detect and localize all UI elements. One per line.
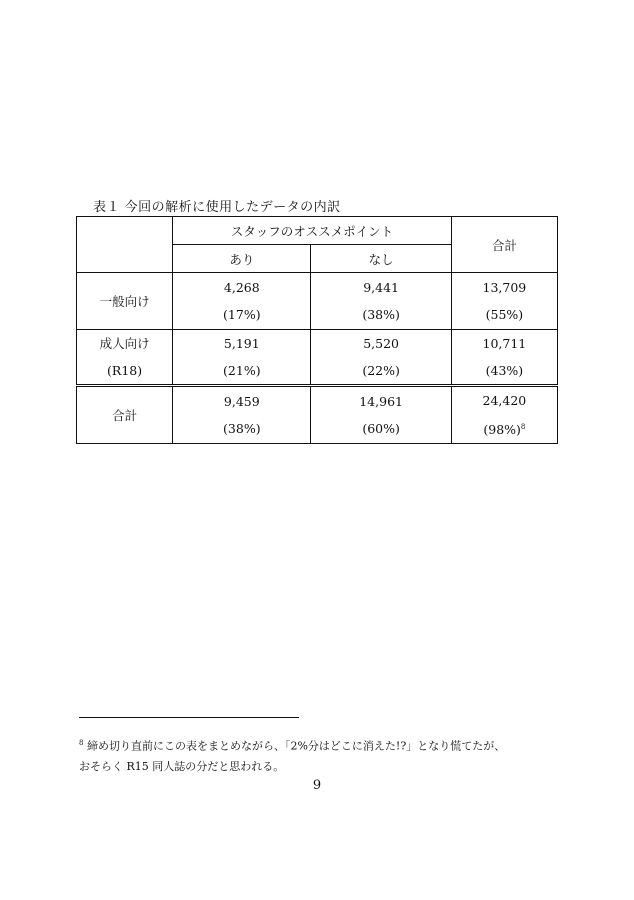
table-cell [173,273,311,330]
footnote-text-1: 締め切り直前にこの表をまとめながら、「2%分はどこに消えた!?」となり慌てたが、 [86,739,506,753]
row-label-main: 一般向け [99,293,150,309]
row-label [77,386,173,444]
table-cell [311,386,451,444]
cell-count: 4,268 [223,280,260,295]
table-cell [451,386,557,444]
table-caption: 表１ 今回の解析に使用したデータの内訳 [93,200,341,215]
corner-cell [77,217,173,273]
cell-percent: (55%) [485,307,524,322]
cell-count: 5,191 [223,336,260,351]
cell-count: 5,520 [363,336,400,351]
cell-count: 9,459 [223,394,260,410]
cell-percent: (21%) [223,363,261,378]
footnote-text-2: おそらく R15 同人誌の分だと思われる。 [79,759,285,773]
cell-percent: (43%) [485,363,524,378]
staff-recommendation-header: スタッフのオススメポイント [173,217,452,245]
page-number: 9 [312,778,322,793]
table-cell [451,330,557,386]
footnote-mark: 8 [79,739,84,747]
subheader-yes: あり [173,245,311,273]
row-label [77,330,173,386]
table-row [77,330,558,386]
table-cell [173,386,311,444]
table-cell [173,330,311,386]
cell-percent: (22%) [362,363,400,378]
cell-count: 24,420 [482,393,527,408]
data-table [76,216,558,444]
cell-count: 14,961 [359,394,403,410]
cell-percent-text: (98%) [483,422,521,438]
total-header: 合計 [451,217,557,273]
cell-count: 10,711 [482,336,527,351]
row-label-main: 合計 [112,407,138,423]
footnote [79,733,559,777]
table-row-total [77,386,558,444]
cell-count: 13,709 [482,280,527,295]
cell-percent: (38%) [362,307,400,322]
table-cell [451,273,557,330]
table-header-row [77,217,558,245]
row-label-main: 成人向け [99,336,150,351]
row-label-sub: (R18) [107,363,143,378]
footnote-divider [79,717,299,718]
table-cell [311,273,451,330]
row-label [77,273,173,330]
cell-percent: (17%) [223,307,261,322]
cell-count: 9,441 [363,280,400,295]
table-cell [311,330,451,386]
cell-percent: (60%) [362,421,400,437]
table-row [77,273,558,330]
subheader-no: なし [311,245,451,273]
footnote-reference: 8 [520,423,526,431]
footnote-line [79,733,559,757]
cell-percent: (38%) [223,421,261,437]
cell-percent [452,414,557,443]
